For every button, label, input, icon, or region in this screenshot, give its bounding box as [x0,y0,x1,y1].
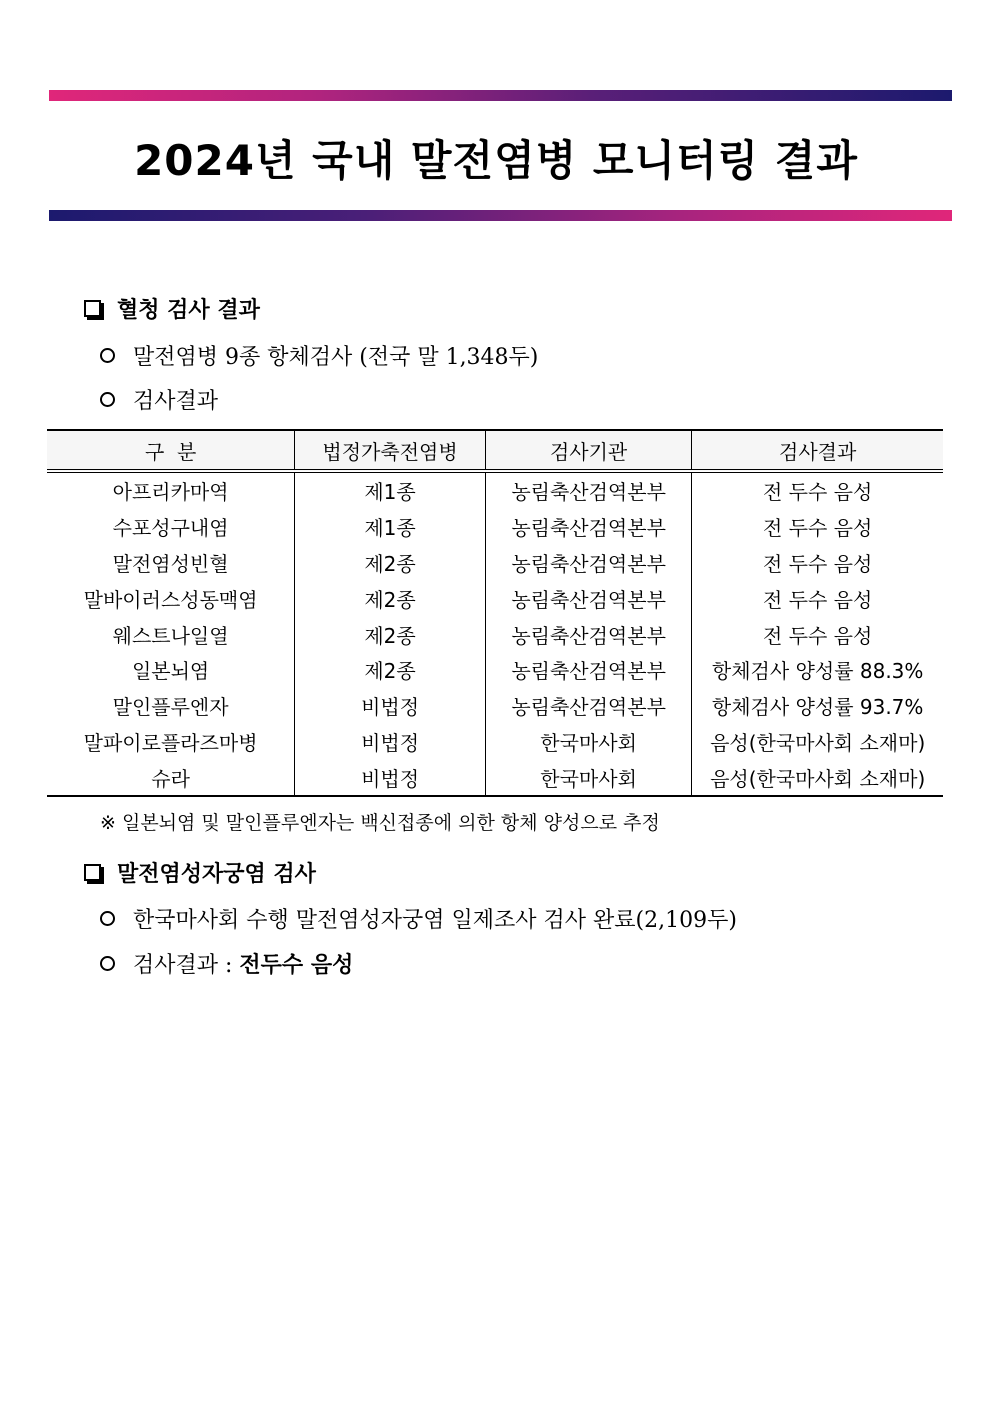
cell-institution: 농림축산검역본부 [485,509,691,545]
cell-institution: 한국마사회 [485,759,691,796]
bullet-text: 말전염병 9종 항체검사 (전국 말 1,348두) [133,345,539,370]
table-row [47,759,943,796]
cell-institution: 한국마사회 [485,724,691,760]
cell-disease: 말전염성빈혈 [112,551,229,576]
square-checkbox-icon [84,300,101,317]
cell-result: 전 두수 음성 [692,545,943,581]
header-category: 구 분 [47,430,295,471]
cell-institution: 농림축산검역본부 [485,471,691,509]
cell-result: 음성(한국마사회 소재마) [692,759,943,796]
header-institution: 검사기관 [485,430,691,471]
cell-result: 항체검사 양성률 88.3% [692,652,943,688]
cell-disease: 수포성구내염 [112,516,229,541]
cell-disease: 말인플루엔자 [112,695,229,720]
cell-result: 전 두수 음성 [692,471,943,509]
table-row [47,509,943,545]
table-row [47,471,943,509]
bullet-text: 검사결과 [133,389,219,414]
bullet-test-results [100,384,218,415]
page-title: 2024년 국내 말전염병 모니터링 결과 [134,136,858,185]
cell-result: 항체검사 양성률 93.7% [692,688,943,724]
cell-legal-class: 제2종 [295,652,486,688]
bullet-cem-survey [100,903,737,934]
cell-disease: 웨스트나일열 [112,623,229,648]
cell-legal-class: 제1종 [295,509,486,545]
cell-result: 음성(한국마사회 소재마) [692,724,943,760]
cell-disease: 말바이러스성동맥염 [83,587,258,612]
section-heading-text: 혈청 검사 결과 [117,297,260,323]
table-row [47,545,943,581]
cell-institution: 농림축산검역본부 [485,652,691,688]
results-table [47,429,943,797]
cell-result: 전 두수 음성 [692,509,943,545]
cell-legal-class: 제2종 [295,580,486,616]
circle-bullet-icon [100,956,115,971]
cell-disease: 말파이로플라즈마병 [83,730,258,755]
header-legal-disease: 법정가축전염병 [295,430,486,471]
cell-disease: 일본뇌염 [131,659,210,684]
bullet-text-prefix: 검사결과 : [133,953,240,978]
cell-institution: 농림축산검역본부 [485,545,691,581]
bullet-text-result: 전두수 음성 [239,952,354,978]
circle-bullet-icon [100,348,115,363]
section-heading-serology [84,293,260,324]
title-top-bar [49,90,952,101]
table-row [47,688,943,724]
circle-bullet-icon [100,392,115,407]
footnote: ※ 일본뇌염 및 말인플루엔자는 백신접종에 의한 항체 양성으로 추정 [100,812,660,834]
cell-legal-class: 제1종 [295,471,486,509]
title-bottom-bar [49,210,952,221]
cell-institution: 농림축산검역본부 [485,616,691,652]
table-row [47,652,943,688]
table-header-row [47,430,943,471]
cell-institution: 농림축산검역본부 [485,580,691,616]
cell-legal-class: 제2종 [295,545,486,581]
section-heading-text: 말전염성자궁염 검사 [117,861,316,887]
bullet-text: 한국마사회 수행 말전염성자궁염 일제조사 검사 완료(2,109두) [133,908,737,933]
cell-disease: 아프리카마역 [112,480,229,505]
cell-result: 전 두수 음성 [692,580,943,616]
circle-bullet-icon [100,911,115,926]
table-row [47,616,943,652]
table-row [47,724,943,760]
cell-disease: 슈라 [47,759,295,796]
cell-legal-class: 비법정 [295,688,486,724]
cell-result: 전 두수 음성 [692,616,943,652]
cell-legal-class: 제2종 [295,616,486,652]
cell-legal-class: 비법정 [295,724,486,760]
bullet-cem-result [100,948,353,979]
header-result: 검사결과 [692,430,943,471]
cell-legal-class: 비법정 [295,759,486,796]
section-heading-cem [84,857,316,888]
cell-institution: 농림축산검역본부 [485,688,691,724]
bullet-antibody-test [100,340,538,371]
square-checkbox-icon [84,864,101,881]
table-row [47,580,943,616]
